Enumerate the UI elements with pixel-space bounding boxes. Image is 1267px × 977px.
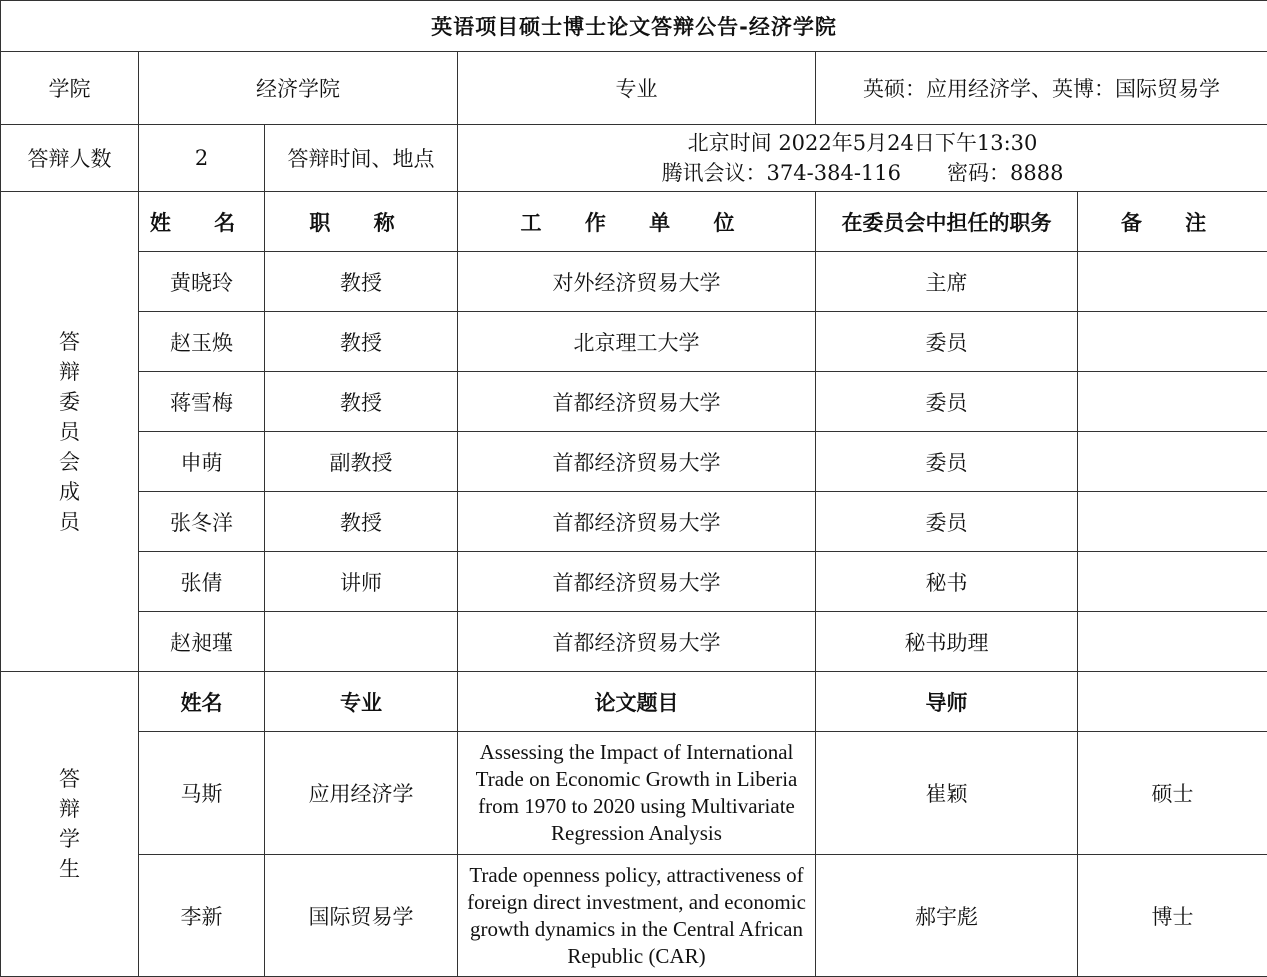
page-title: 英语项目硕士博士论文答辩公告-经济学院: [1, 1, 1267, 52]
member-rank: 教授: [265, 492, 458, 552]
member-note: [1078, 372, 1267, 432]
member-unit: 首都经济贸易大学: [458, 492, 816, 552]
student-degree: 博士: [1078, 855, 1267, 977]
major-label: 专业: [458, 52, 816, 125]
college-label: 学院: [1, 52, 139, 125]
member-unit: 首都经济贸易大学: [458, 432, 816, 492]
student-advisor: 郝宇彪: [816, 855, 1078, 977]
major-value: 英硕：应用经济学、英博：国际贸易学: [816, 52, 1267, 125]
member-role: 委员: [816, 372, 1078, 432]
member-role: 秘书助理: [816, 612, 1078, 672]
meeting-password: 密码：8888: [947, 161, 1064, 185]
committee-row: [1, 432, 1267, 492]
member-note: [1078, 252, 1267, 312]
member-note: [1078, 432, 1267, 492]
time-place-value: [458, 125, 1267, 192]
member-name: 黄晓玲: [139, 252, 265, 312]
college-value: 经济学院: [139, 52, 458, 125]
count-label: 答辩人数: [1, 125, 139, 192]
students-header-name: 姓名: [139, 672, 265, 732]
committee-header-unit: 工 作 单 位: [458, 192, 816, 252]
committee-header-rank: 职 称: [265, 192, 458, 252]
member-unit: 北京理工大学: [458, 312, 816, 372]
student-thesis: Assessing the Impact of International Trade on Economic Growth in Liberia from 1970 to 2020 using Multivariate Regression Analysis: [458, 732, 816, 855]
member-role: 委员: [816, 492, 1078, 552]
member-role: 主席: [816, 252, 1078, 312]
member-rank: 副教授: [265, 432, 458, 492]
member-unit: 对外经济贸易大学: [458, 252, 816, 312]
student-major: 国际贸易学: [265, 855, 458, 977]
member-name: 赵玉焕: [139, 312, 265, 372]
member-role: 委员: [816, 432, 1078, 492]
member-rank: [265, 612, 458, 672]
member-name: 张倩: [139, 552, 265, 612]
student-thesis: Trade openness policy, attractiveness of foreign direct investment, and economic growth dynamics in the Central African Republic (CAR): [458, 855, 816, 977]
students-header-advisor: 导师: [816, 672, 1078, 732]
member-unit: 首都经济贸易大学: [458, 372, 816, 432]
member-note: [1078, 492, 1267, 552]
member-name: 蒋雪梅: [139, 372, 265, 432]
committee-header-name: 姓 名: [139, 192, 265, 252]
student-degree: 硕士: [1078, 732, 1267, 855]
member-name: 张冬洋: [139, 492, 265, 552]
committee-header-role: 在委员会中担任的职务: [816, 192, 1078, 252]
students-section-label: 答 辩 学 生: [1, 672, 139, 977]
student-advisor: 崔颖: [816, 732, 1078, 855]
member-unit: 首都经济贸易大学: [458, 552, 816, 612]
member-name: 申萌: [139, 432, 265, 492]
student-major: 应用经济学: [265, 732, 458, 855]
member-role: 秘书: [816, 552, 1078, 612]
students-header-note: [1078, 672, 1267, 732]
member-name: 赵昶瑾: [139, 612, 265, 672]
defense-time: 北京时间 2022年5月24日下午13:30: [687, 131, 1038, 155]
member-unit: 首都经济贸易大学: [458, 612, 816, 672]
committee-row: [1, 312, 1267, 372]
students-header-major: 专业: [265, 672, 458, 732]
committee-row: [1, 492, 1267, 552]
student-name: 李新: [139, 855, 265, 977]
student-name: 马斯: [139, 732, 265, 855]
member-role: 委员: [816, 312, 1078, 372]
committee-row: [1, 612, 1267, 672]
member-rank: 讲师: [265, 552, 458, 612]
meeting-info: [458, 158, 1267, 188]
count-value: 2: [139, 125, 265, 192]
committee-header-note: 备 注: [1078, 192, 1267, 252]
member-rank: 教授: [265, 372, 458, 432]
member-note: [1078, 552, 1267, 612]
committee-row: [1, 252, 1267, 312]
member-rank: 教授: [265, 252, 458, 312]
committee-row: [1, 552, 1267, 612]
time-place-label: 答辩时间、地点: [265, 125, 458, 192]
member-note: [1078, 612, 1267, 672]
member-note: [1078, 312, 1267, 372]
committee-section-label: 答 辩 委 员 会 成 员: [1, 192, 139, 672]
students-header-thesis: 论文题目: [458, 672, 816, 732]
meeting-id: 腾讯会议：374-384-116: [661, 161, 902, 185]
student-row: [1, 855, 1267, 977]
committee-row: [1, 372, 1267, 432]
student-row: [1, 732, 1267, 855]
member-rank: 教授: [265, 312, 458, 372]
